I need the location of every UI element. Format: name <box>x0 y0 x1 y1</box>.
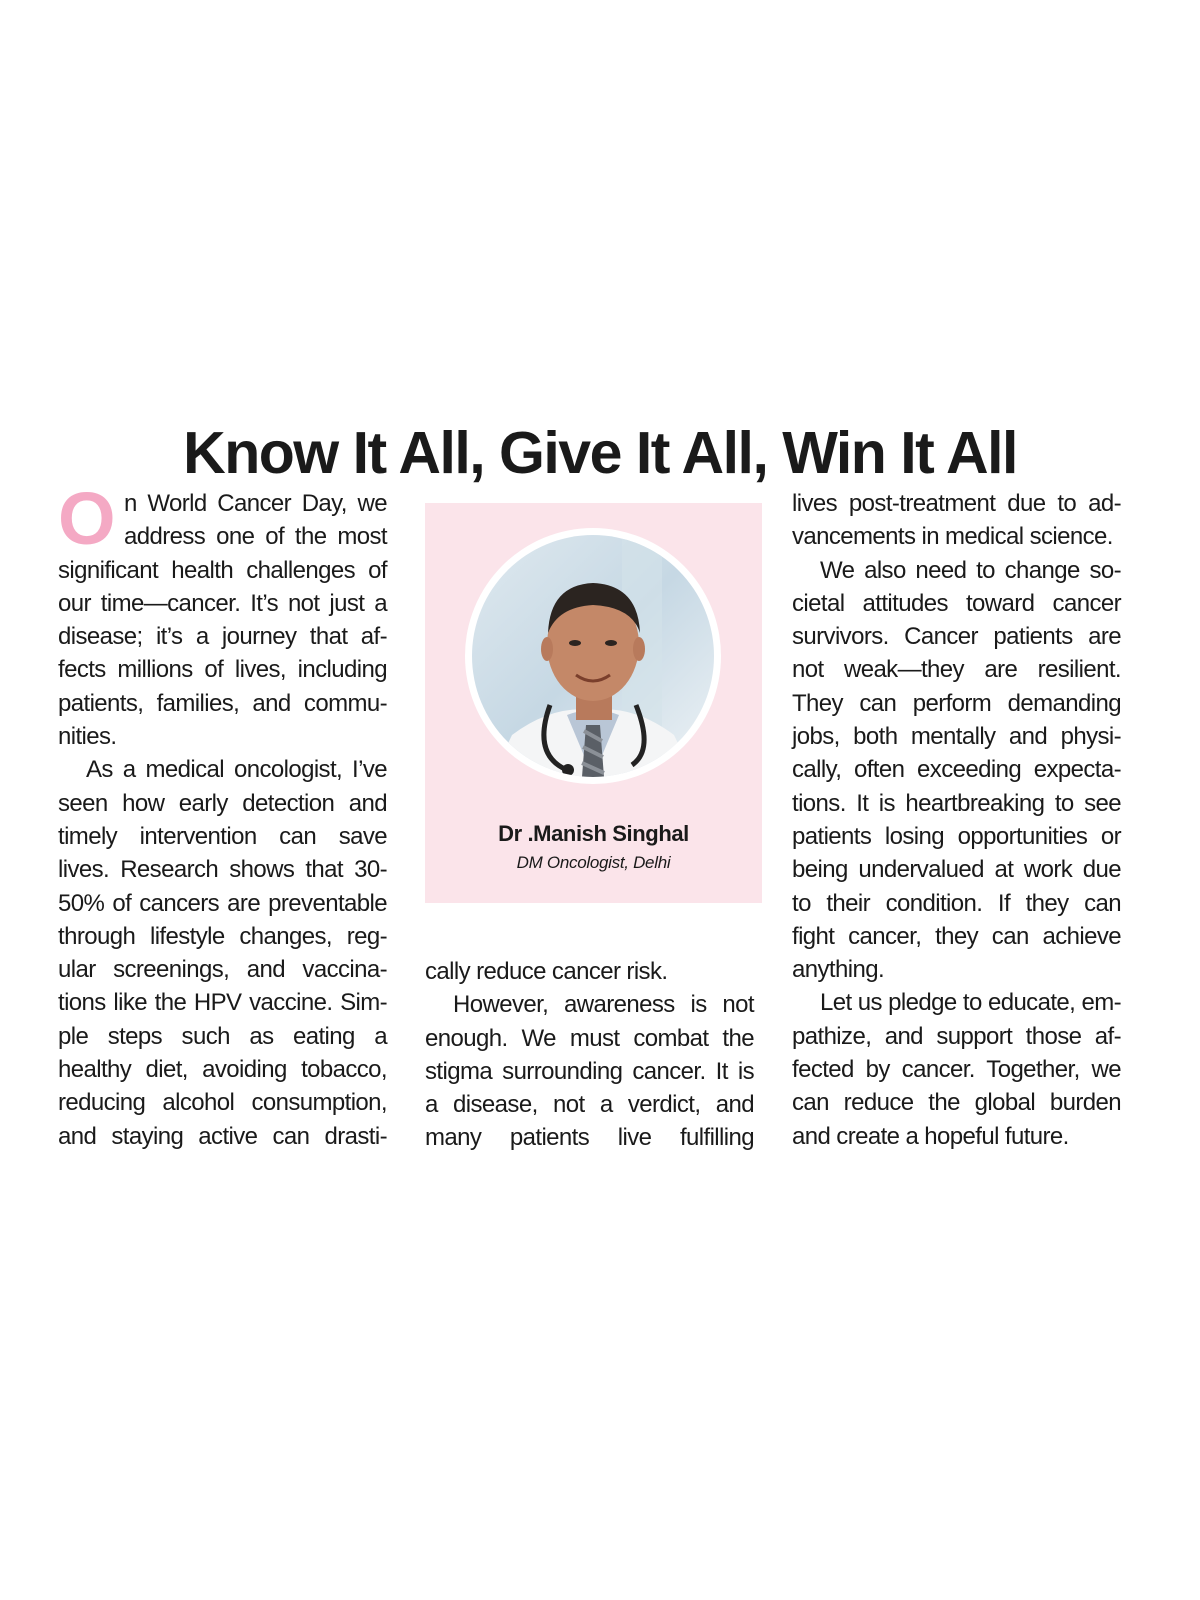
text-line: tions. It is heartbreaking to see <box>792 789 1121 817</box>
text-line: being undervalued at work due <box>792 856 1121 884</box>
text-line: fects millions of lives, including <box>58 656 387 684</box>
text-line: jobs, both mentally and physi- <box>792 723 1121 751</box>
text-line: patients losing opportunities or <box>792 822 1121 850</box>
article-headline: Know It All, Give It All, Win It All <box>183 420 1017 486</box>
text-line: enough. We must combat the <box>425 1024 754 1052</box>
text-line: not weak—they are resilient. <box>792 656 1121 684</box>
text-line: to their condition. If they can <box>792 889 1121 917</box>
text-line: and staying active can drasti- <box>58 1122 387 1150</box>
text-line: our time—cancer. It’s not just a <box>58 589 387 617</box>
text-line: fight cancer, they can achieve <box>792 922 1121 950</box>
text-line: pathize, and support those af- <box>792 1022 1121 1050</box>
text-line: However, awareness is not <box>453 991 754 1019</box>
text-line: ular screenings, and vaccina- <box>58 956 387 984</box>
text-line: ple steps such as eating a <box>58 1022 387 1050</box>
text-line: reducing alcohol consumption, <box>58 1089 387 1117</box>
drop-cap: O <box>58 477 116 560</box>
article-column-left <box>58 487 387 1153</box>
text-line: They can perform demanding <box>792 689 1121 717</box>
author-photo-icon <box>472 535 714 777</box>
text-line: As a medical oncologist, I’ve <box>86 756 387 784</box>
text-line: patients, families, and commu- <box>58 689 387 717</box>
text-line: can reduce the global burden <box>792 1089 1121 1117</box>
text-line: lives. Research shows that 30- <box>58 856 387 884</box>
text-line: 50% of cancers are preventable <box>58 889 387 917</box>
text-line: and create a hopeful future. <box>792 1122 1069 1150</box>
author-title: DM Oncologist, Delhi <box>516 853 671 872</box>
text-line: fected by cancer. Together, we <box>792 1056 1121 1084</box>
author-portrait <box>465 528 721 784</box>
text-line: anything. <box>792 956 885 984</box>
text-line: survivors. Cancer patients are <box>792 623 1121 651</box>
text-line: nities. <box>58 723 117 751</box>
text-line: cally, often exceeding expecta- <box>792 756 1121 784</box>
text-line: a disease, not a verdict, and <box>425 1091 754 1119</box>
text-line: Let us pledge to educate, em- <box>820 989 1121 1017</box>
text-line: n World Cancer Day, we <box>124 490 387 517</box>
article-column-middle <box>425 955 754 1155</box>
text-line: timely intervention can save <box>58 822 387 850</box>
author-name: Dr .Manish Singhal <box>498 821 689 846</box>
text-line: vancements in medical science. <box>792 523 1113 551</box>
text-line: lives post-treatment due to ad- <box>792 490 1121 517</box>
article-column-right <box>792 487 1121 1153</box>
text-line: many patients live fulfilling <box>425 1124 754 1152</box>
text-line: address one of the most <box>124 523 387 551</box>
author-profile-box <box>425 503 762 903</box>
text-line: cietal attitudes toward cancer <box>792 589 1121 617</box>
text-line: healthy diet, avoiding tobacco, <box>58 1056 387 1084</box>
text-line: disease; it’s a journey that af- <box>58 623 387 651</box>
text-line: cally reduce cancer risk. <box>425 958 668 985</box>
text-line: through lifestyle changes, reg- <box>58 922 387 950</box>
text-line: seen how early detection and <box>58 789 387 817</box>
text-line: We also need to change so- <box>820 556 1121 584</box>
text-line: stigma surrounding cancer. It is <box>425 1057 754 1085</box>
text-line: tions like the HPV vaccine. Sim- <box>58 989 387 1017</box>
text-line: significant health challenges of <box>58 556 387 584</box>
